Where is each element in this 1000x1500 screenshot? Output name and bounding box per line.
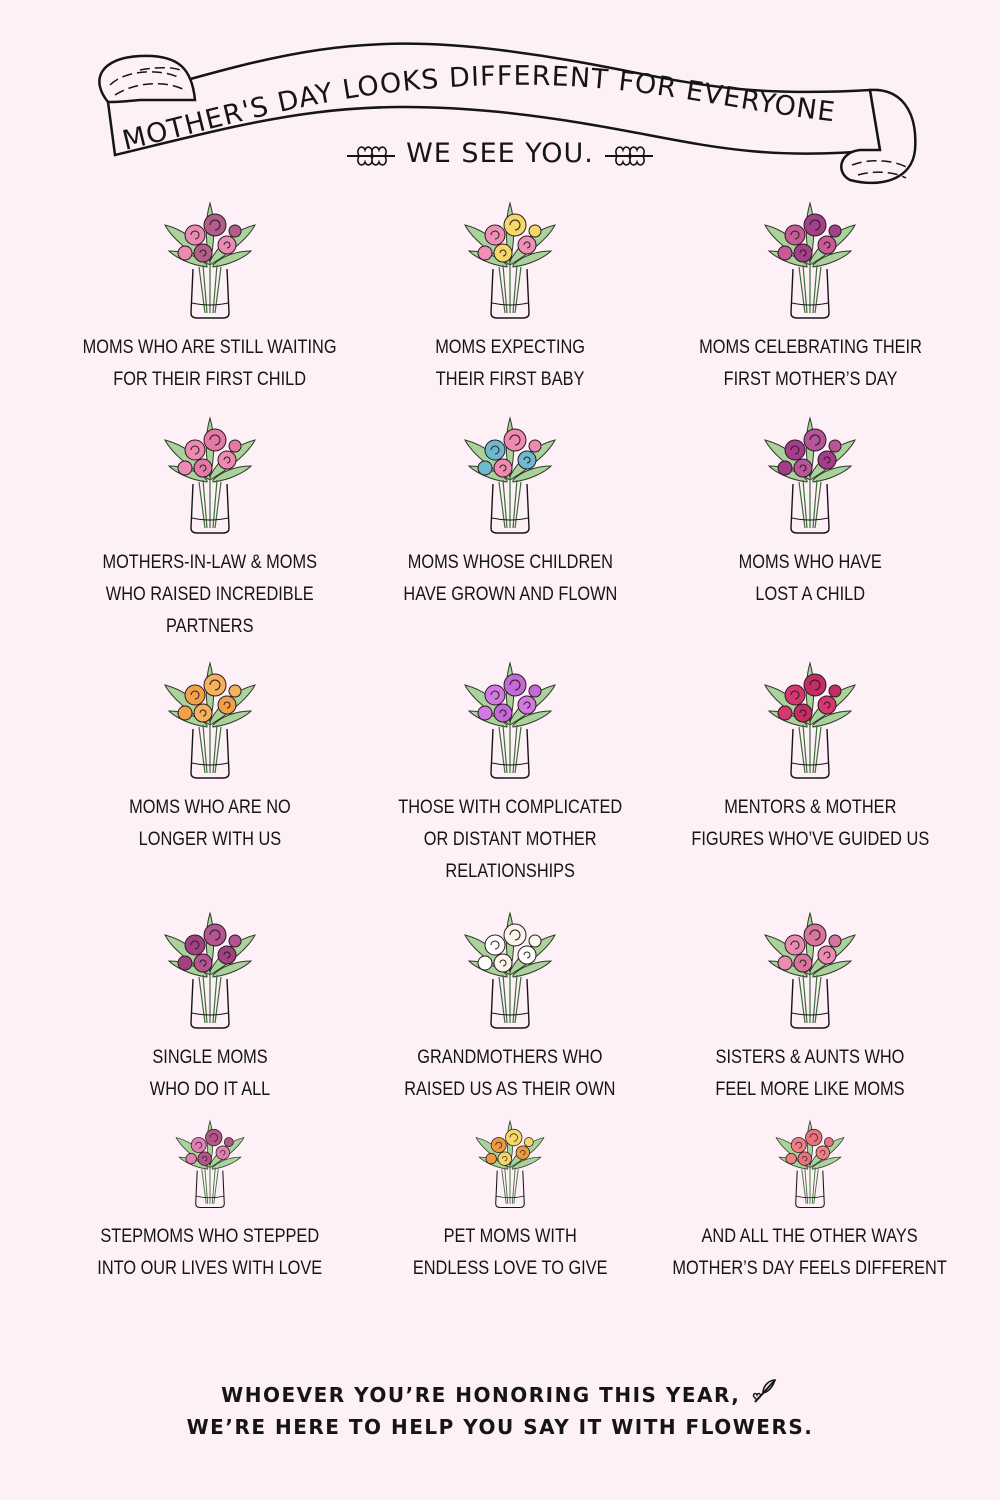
caption-line-2: FIGURES WHO’VE GUIDED US (691, 829, 929, 850)
caption-line-2: OR DISTANT MOTHER (423, 829, 597, 850)
coral-rose-vase-icon (755, 1115, 865, 1209)
crimson-rose-bouquet-icon (755, 655, 865, 780)
caption-line-2: LONGER WITH US (138, 829, 282, 850)
bouquet-card-orange-marigold-jar (60, 655, 360, 905)
bouquet-card-tulip-bouquet (660, 195, 960, 410)
purple-rose-bouquet-icon (755, 410, 865, 535)
bouquet-caption (83, 332, 337, 396)
bouquet-card-purple-rose-bouquet (660, 410, 960, 655)
caption-line-2: FIRST MOTHER’S DAY (723, 369, 897, 390)
pink-mixed-bouquet-icon (755, 905, 865, 1030)
caption-line-1: PET MOMS WITH (443, 1226, 577, 1247)
pink-tulip-jar-icon (155, 410, 265, 535)
bouquet-caption (404, 1042, 615, 1106)
subtitle-text: WE SEE YOU. (406, 138, 594, 169)
caption-line-1: MOMS WHO ARE STILL WAITING (83, 337, 337, 358)
banner-title: MOTHER'S DAY LOOKS DIFFERENT FOR EVERYONE (119, 60, 838, 157)
bouquet-card-pink-mixed-bouquet (660, 905, 960, 1115)
bouquet-caption (98, 1221, 323, 1285)
bouquet-caption (699, 332, 922, 396)
mixed-pink-bouquet-icon (155, 195, 265, 320)
bouquet-caption (715, 1042, 904, 1106)
bouquet-card-blue-pink-rose-bouquet (360, 410, 660, 655)
caption-line-1: MOTHERS-IN-LAW & MOMS (102, 552, 318, 573)
title-banner (80, 40, 920, 200)
bouquet-card-white-daisy-jar (360, 905, 660, 1115)
caption-line-2: WHO DO IT ALL (149, 1079, 271, 1100)
tulip-bouquet-icon (755, 195, 865, 320)
bouquet-card-orange-yellow-bouquet-with-hearts (360, 1115, 660, 1285)
leaf-sprig-left-icon (345, 142, 397, 168)
subtitle (0, 138, 1000, 169)
footer-line-1: WHOEVER YOU’RE HONORING THIS YEAR, (0, 1378, 1000, 1411)
caption-line-2: FEEL MORE LIKE MOMS (715, 1079, 905, 1100)
blue-pink-rose-bouquet-icon (455, 410, 565, 535)
orange-yellow-bouquet-with-hearts-icon (455, 1115, 565, 1209)
bouquet-caption (103, 547, 318, 643)
bouquet-caption (673, 1221, 947, 1285)
bouquet-card-wild-pink-bouquet (60, 1115, 360, 1285)
bouquet-card-plum-rose-bouquet (60, 905, 360, 1115)
bouquet-card-violet-daisy-bouquet (360, 655, 660, 905)
bouquet-caption (403, 547, 617, 611)
bouquet-caption (413, 1221, 608, 1285)
caption-line-1: MOMS WHOSE CHILDREN (407, 552, 613, 573)
footer-line-2: WE’RE HERE TO HELP YOU SAY IT WITH FLOWERS. (186, 1415, 814, 1439)
caption-line-1: SISTERS & AUNTS WHO (715, 1047, 905, 1068)
bouquet-caption (129, 792, 291, 856)
caption-line-1: GRANDMOTHERS WHO (417, 1047, 603, 1068)
caption-line-1: SINGLE MOMS (152, 1047, 268, 1068)
caption-line-2: HAVE GROWN AND FLOWN (403, 584, 617, 605)
caption-line-2: ENDLESS LOVE TO GIVE (412, 1258, 608, 1279)
bouquet-card-crimson-rose-bouquet (660, 655, 960, 905)
bouquet-card-pink-tulip-jar (60, 410, 360, 655)
bouquet-caption (435, 332, 585, 396)
wild-pink-bouquet-icon (155, 1115, 265, 1209)
bouquet-card-baby-bouquet-with-hearts (360, 195, 660, 410)
ribbon-banner-icon (80, 40, 920, 200)
caption-line-2: WHO RAISED INCREDIBLE (106, 584, 314, 605)
plum-rose-bouquet-icon (155, 905, 265, 1030)
caption-line-1: STEPMOMS WHO STEPPED (100, 1226, 320, 1247)
caption-line-1: MOMS CELEBRATING THEIR (698, 337, 922, 358)
caption-line-2: RAISED US AS THEIR OWN (404, 1079, 616, 1100)
feather-heart-icon (749, 1378, 779, 1404)
caption-line-2: MOTHER’S DAY FEELS DIFFERENT (672, 1258, 948, 1279)
baby-bouquet-with-hearts-icon (455, 195, 565, 320)
footer-message (0, 1378, 1000, 1443)
violet-daisy-bouquet-icon (455, 655, 565, 780)
orange-marigold-jar-icon (155, 655, 265, 780)
caption-line-1: THOSE WITH COMPLICATED (398, 797, 622, 818)
bouquet-grid (60, 195, 960, 1285)
bouquet-caption (150, 1042, 270, 1106)
caption-line-3: RELATIONSHIPS (445, 861, 575, 882)
caption-line-2: INTO OUR LIVES WITH LOVE (97, 1258, 323, 1279)
caption-line-1: MENTORS & MOTHER (723, 797, 897, 818)
caption-line-1: MOMS WHO ARE NO (129, 797, 291, 818)
bouquet-card-coral-rose-vase (660, 1115, 960, 1285)
bouquet-caption (398, 792, 622, 888)
bouquet-caption (691, 792, 929, 856)
bouquet-card-mixed-pink-bouquet (60, 195, 360, 410)
caption-line-2: THEIR FIRST BABY (435, 369, 585, 390)
leaf-sprig-right-icon (603, 142, 655, 168)
caption-line-1: MOMS WHO HAVE (738, 552, 882, 573)
caption-line-2: FOR THEIR FIRST CHILD (113, 369, 307, 390)
caption-line-2: LOST A CHILD (755, 584, 865, 605)
bouquet-caption (738, 547, 881, 611)
caption-line-1: MOMS EXPECTING (435, 337, 585, 358)
white-daisy-jar-icon (455, 905, 565, 1030)
caption-line-3: PARTNERS (166, 616, 254, 637)
caption-line-1: AND ALL THE OTHER WAYS (701, 1226, 919, 1247)
